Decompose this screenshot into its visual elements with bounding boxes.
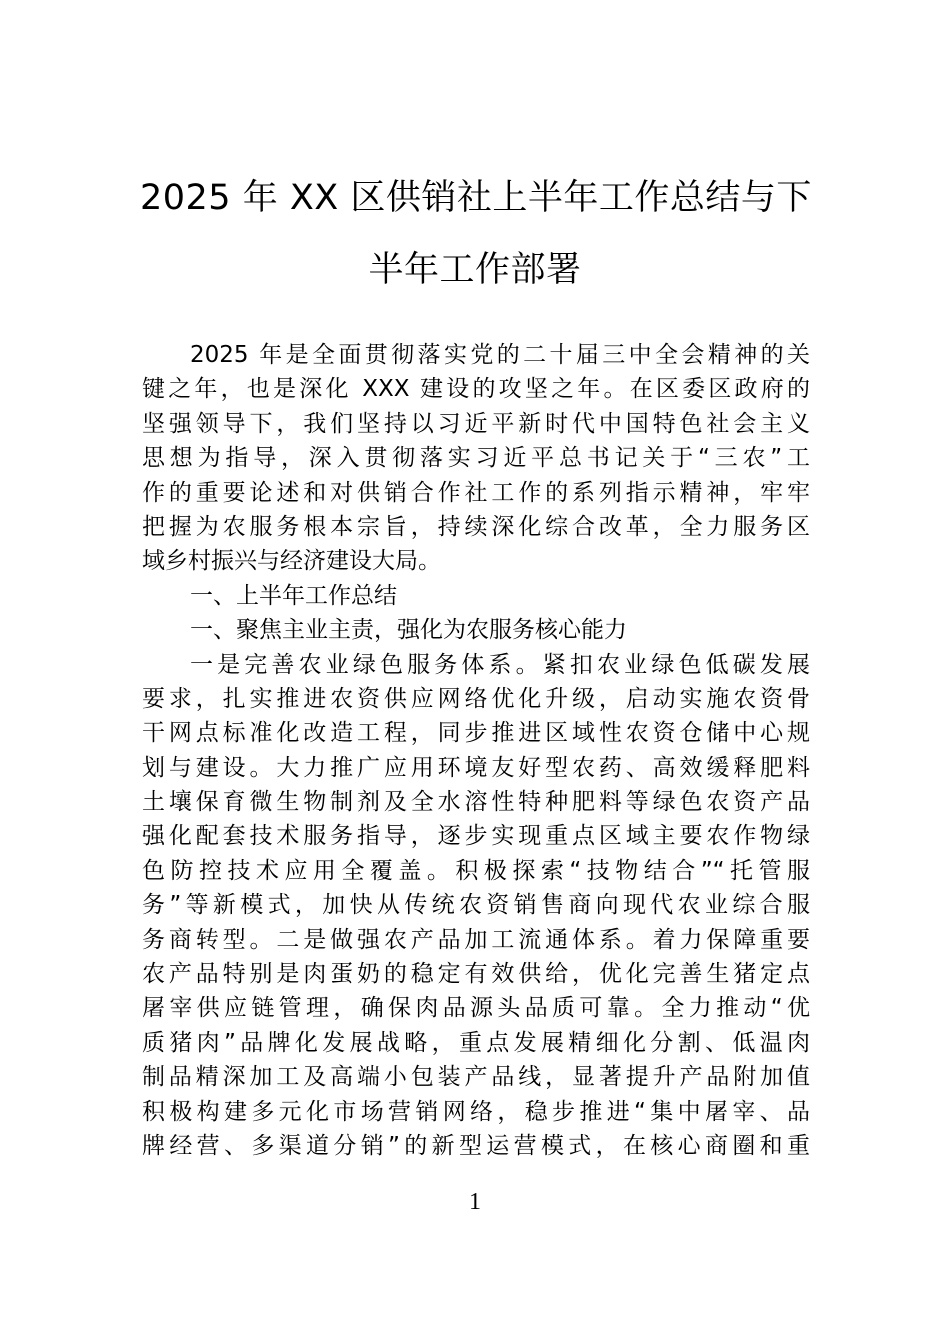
paragraph-line: 牌经营、多渠道分销”的新型运营模式，在核心商圈和重	[142, 1132, 810, 1159]
paragraph-line: 把握为农服务根本宗旨，持续深化综合改革，全力服务区	[142, 513, 810, 540]
document-body	[142, 338, 810, 1163]
paragraph-line: 划与建设。大力推广应用环境友好型农药、高效缓释肥料	[142, 754, 810, 781]
paragraph-line: 作的重要论述和对供销合作社工作的系列指示精神，牢牢	[142, 479, 810, 506]
section-heading: 一、上半年工作总结	[190, 582, 397, 609]
document-title-line-2: 半年工作部署	[368, 250, 582, 290]
paragraph-line: 思想为指导，深入贯彻落实习近平总书记关于“三农”工	[142, 445, 810, 472]
paragraph-line: 强化配套技术服务指导，逐步实现重点区域主要农作物绿	[142, 823, 810, 850]
paragraph-line: 积极构建多元化市场营销网络，稳步推进“集中屠宰、品	[142, 1098, 810, 1125]
paragraph-line: 干网点标准化改造工程，同步推进区域性农资仓储中心规	[142, 720, 810, 747]
paragraph-line: 农产品特别是肉蛋奶的稳定有效供给，优化完善生猪定点	[142, 961, 810, 988]
paragraph-line: 土壤保育微生物制剂及全水溶性特种肥料等绿色农资产品	[142, 789, 810, 816]
paragraph-line: 屠宰供应链管理，确保肉品源头品质可靠。全力推动“优	[142, 995, 810, 1022]
paragraph-line: 制品精深加工及高端小包装产品线，显著提升产品附加值	[142, 1064, 810, 1091]
paragraph-line: 域乡村振兴与经济建设大局。	[142, 548, 441, 575]
paragraph-line: 质猪肉”品牌化发展战略，重点发展精细化分割、低温肉	[142, 1029, 810, 1056]
paragraph-line: 坚强领导下，我们坚持以习近平新时代中国特色社会主义	[142, 410, 810, 437]
subsection-heading: 一、聚焦主业主责，强化为农服务核心能力	[190, 617, 627, 644]
page-number: 1	[469, 1189, 481, 1215]
document-title-line-1: 2025 年 XX 区供销社上半年工作总结与下	[140, 178, 812, 218]
paragraph-line: 务”等新模式，加快从传统农资销售商向现代农业综合服	[142, 892, 810, 919]
paragraph-line: 一是完善农业绿色服务体系。紧扣农业绿色低碳发展	[190, 651, 810, 678]
paragraph-line: 键之年，也是深化 XXX 建设的攻坚之年。在区委区政府的	[142, 376, 810, 403]
paragraph-line: 要求，扎实推进农资供应网络优化升级，启动实施农资骨	[142, 685, 810, 712]
paragraph-line: 2025 年是全面贯彻落实党的二十届三中全会精神的关	[190, 342, 810, 368]
paragraph-line: 务商转型。二是做强农产品加工流通体系。着力保障重要	[142, 926, 810, 953]
paragraph-line: 色防控技术应用全覆盖。积极探索“技物结合”“托管服	[142, 857, 810, 884]
